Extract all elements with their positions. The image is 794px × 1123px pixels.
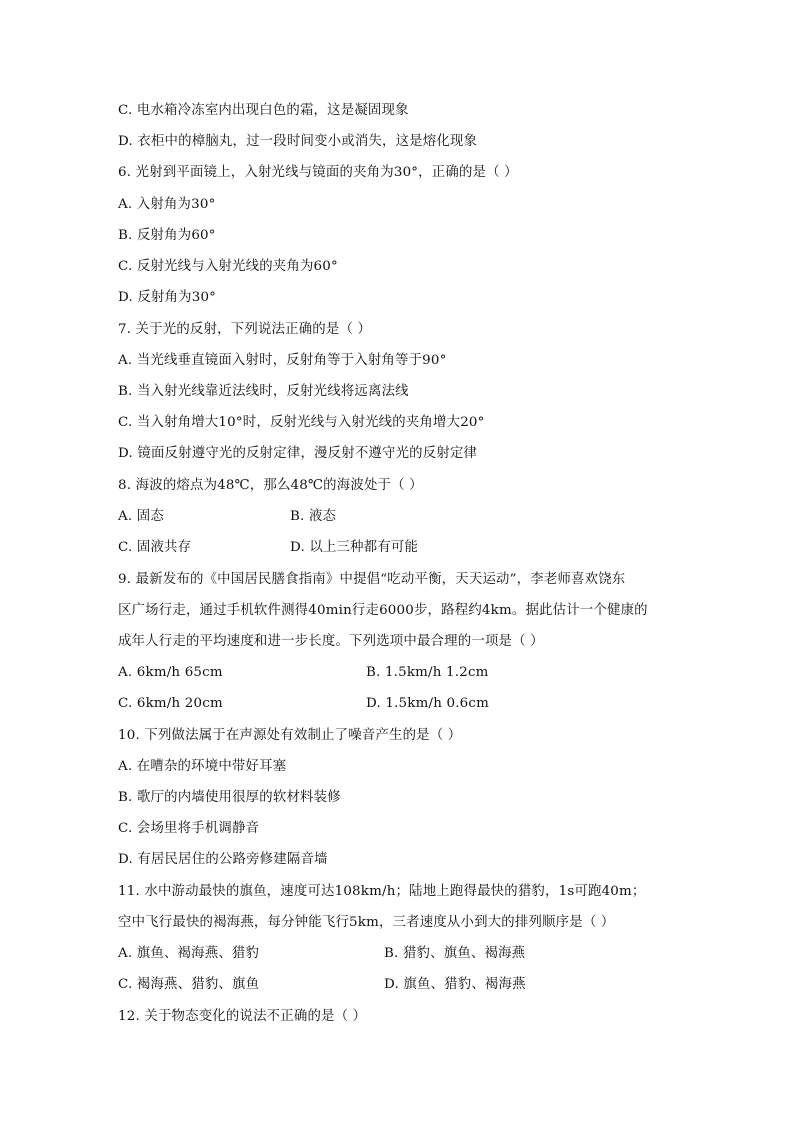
option-c-q7: C. 当入射角增大10°时，反射光线与入射光线的夹角增大20°	[118, 415, 485, 430]
option-c-q8: C. 固液共存	[118, 540, 192, 555]
option-b-q6: B. 反射角为60°	[118, 228, 216, 243]
option-a-q11: A. 旗鱼、褐海燕、猎豹	[118, 946, 260, 961]
question-12: 12. 关于物态变化的说法不正确的是（ ）	[118, 1009, 367, 1024]
option-d-q9: D. 1.5km/h 0.6cm	[366, 696, 489, 711]
option-a-q10: A. 在嘈杂的环境中带好耳塞	[118, 759, 287, 774]
option-c-q5: C. 电水箱冷冻室内出现白色的霜，这是凝固现象	[118, 103, 409, 118]
option-d-q6: D. 反射角为30°	[118, 290, 217, 305]
option-b-q7: B. 当入射光线靠近法线时，反射光线将远离法线	[118, 384, 409, 399]
question-7: 7. 关于光的反射，下列说法正确的是（ ）	[118, 322, 372, 337]
question-9-line-3: 成年人行走的平均速度和进一步长度。下列选项中最合理的一项是（ ）	[118, 634, 544, 649]
question-9-line-1: 9. 最新发布的《中国居民膳食指南》中提倡“吃动平衡，天天运动”，李老师喜欢饶东	[118, 572, 626, 587]
question-9-line-2: 区广场行走，通过手机软件测得40min行走6000步，路程约4km。据此估计一个健康的	[118, 603, 648, 618]
option-c-q6: C. 反射光线与入射光线的夹角为60°	[118, 259, 338, 274]
option-d-q11: D. 旗鱼、猎豹、褐海燕	[384, 977, 526, 992]
option-d-q7: D. 镜面反射遵守光的反射定律，漫反射不遵守光的反射定律	[118, 446, 478, 461]
question-11-line-2: 空中飞行最快的褐海燕，每分钟能飞行5km，三者速度从小到大的排列顺序是（ ）	[118, 915, 615, 930]
option-a-q8: A. 固态	[118, 509, 164, 524]
option-a-q9: A. 6km/h 65cm	[118, 665, 223, 680]
option-d-q8: D. 以上三种都有可能	[290, 540, 419, 555]
question-10: 10. 下列做法属于在声源处有效制止了噪音产生的是（ ）	[118, 728, 462, 743]
option-b-q10: B. 歌厅的内墙使用很厚的软材料装修	[118, 790, 341, 805]
option-b-q8: B. 液态	[290, 509, 337, 524]
question-11-line-1: 11. 水中游动最快的旗鱼，速度可达108km/h；陆地上跑得最快的猎豹，1s可跑40m；	[118, 884, 646, 899]
option-a-q7: A. 当光线垂直镜面入射时，反射角等于入射角等于90°	[118, 353, 447, 368]
question-6: 6. 光射到平面镜上，入射光线与镜面的夹角为30°，正确的是（ ）	[118, 165, 518, 180]
option-d-q10: D. 有居民居住的公路旁修建隔音墙	[118, 852, 328, 867]
option-c-q10: C. 会场里将手机调静音	[118, 821, 260, 836]
option-b-q11: B. 猎豹、旗鱼、褐海燕	[384, 946, 526, 961]
question-8: 8. 海波的熔点为48℃，那么48℃的海波处于（ ）	[118, 478, 423, 493]
option-d-q5: D. 衣柜中的樟脑丸，过一段时间变小或消失，这是熔化现象	[118, 134, 478, 149]
option-c-q9: C. 6km/h 20cm	[118, 696, 223, 711]
option-c-q11: C. 褐海燕、猎豹、旗鱼	[118, 977, 260, 992]
option-a-q6: A. 入射角为30°	[118, 197, 216, 212]
option-b-q9: B. 1.5km/h 1.2cm	[366, 665, 489, 680]
